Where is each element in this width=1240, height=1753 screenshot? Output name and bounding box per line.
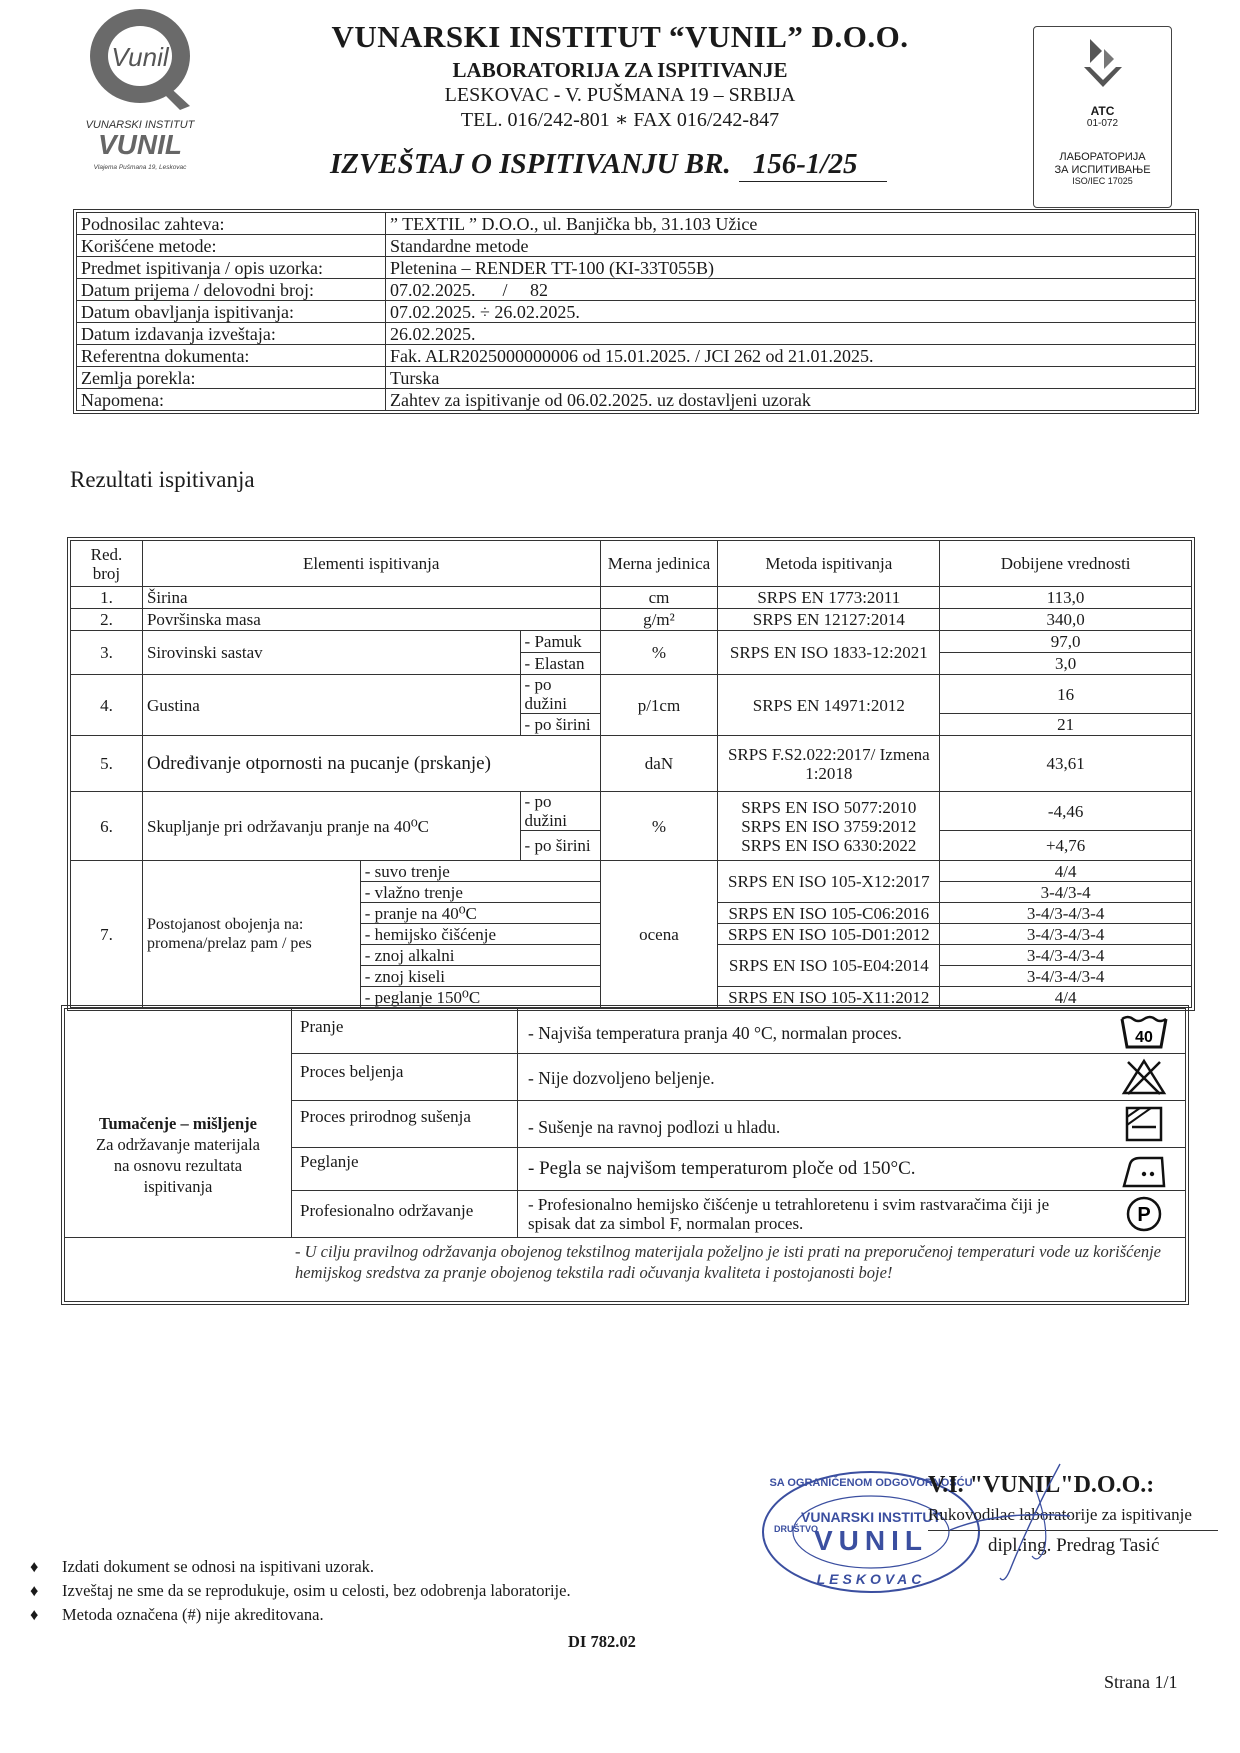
info-key: Zemlja porekla: xyxy=(77,367,386,389)
row-unit: cm xyxy=(600,587,718,609)
table-row xyxy=(77,323,1196,345)
row-element: Određivanje otpornosti na pucanje (prskanje) xyxy=(142,736,600,792)
row-unit: % xyxy=(600,792,718,861)
row-element: Širina xyxy=(142,587,600,609)
info-key: Referentna dokumenta: xyxy=(77,345,386,367)
row-method: SRPS EN ISO 1833-12:2021 xyxy=(718,631,940,675)
table-header-row xyxy=(71,541,1192,587)
atc-lab-text: ЛАБОРАТОРИЈА ЗА ИСПИТИВАЊЕ xyxy=(1054,151,1151,176)
row-method: SRPS EN ISO 105-D01:2012 xyxy=(718,924,940,945)
wash-40-icon xyxy=(1118,1013,1170,1051)
info-value: 07.02.2025. / 82 xyxy=(386,279,1196,301)
signature-role: Rukovodilac laboratorije za ispitivanje xyxy=(928,1505,1192,1524)
table-row xyxy=(77,367,1196,389)
row-no: 5. xyxy=(71,736,143,792)
info-value: 07.02.2025. ÷ 26.02.2025. xyxy=(386,301,1196,323)
info-value: Turska xyxy=(386,367,1196,389)
row-sub: - suvo trenje xyxy=(360,861,600,882)
row-method: SRPS EN ISO 105-C06:2016 xyxy=(718,903,940,924)
info-value: Standardne metode xyxy=(386,235,1196,257)
document-id: DI 782.02 xyxy=(568,1632,636,1651)
row-method: SRPS EN ISO 105-X12:2017 xyxy=(718,861,940,903)
atc-logo-icon xyxy=(1078,35,1128,97)
care-label: Pranje xyxy=(292,1009,518,1053)
care-value: - Pegla se najvišom temperaturom ploče od 150°C. xyxy=(528,1158,916,1179)
svg-text:40: 40 xyxy=(1135,1029,1153,1046)
info-key: Datum prijema / delovodni broj: xyxy=(77,279,386,301)
footer-note-item: ♦ Izdati dokument se odnosi na ispitivani uzorak. xyxy=(30,1557,375,1576)
row-value: 3,0 xyxy=(940,653,1192,675)
info-value: ” TEXTIL ” D.O.O., ul. Banjička bb, 31.103 Užice xyxy=(386,213,1196,235)
report-title-label: IZVEŠTAJ O ISPITIVANJU BR. xyxy=(330,148,731,180)
care-label: Peglanje xyxy=(292,1148,518,1190)
care-value: - Profesionalno hemijsko čišćenje u tetrahloretenu i svim rastvaračima čiji je spisak dat za simbol F, normalan proces. xyxy=(528,1195,1050,1233)
svg-text:Vunil: Vunil xyxy=(111,42,169,72)
interpretation-title: Tumačenje – mišljenje xyxy=(99,1114,257,1133)
row-no: 6. xyxy=(71,792,143,861)
row-unit: % xyxy=(600,631,718,675)
row-element: Površinska masa xyxy=(142,609,600,631)
row-sub: - Pamuk xyxy=(520,631,600,653)
row-sub: - pranje na 40⁰C xyxy=(360,903,600,924)
row-unit: ocena xyxy=(600,861,718,1008)
svg-text:Vlajema Pušmana 19, Leskovac: Vlajema Pušmana 19, Leskovac xyxy=(93,164,187,171)
signature-name: dipl.ing. Predrag Tasić xyxy=(928,1530,1218,1561)
info-key: Korišćene metode: xyxy=(77,235,386,257)
table-row xyxy=(71,631,1192,653)
interpretation-title-cell xyxy=(65,1009,292,1237)
atc-label: ATC xyxy=(1090,104,1115,118)
row-no: 2. xyxy=(71,609,143,631)
care-row-drying xyxy=(292,1101,1185,1148)
results-heading: Rezultati ispitivanja xyxy=(70,467,255,492)
row-value: +4,76 xyxy=(940,831,1192,861)
info-key: Datum obavljanja ispitivanja: xyxy=(77,301,386,323)
row-value: 3-4/3-4/3-4 xyxy=(940,945,1192,966)
care-value: - Najviša temperatura pranja 40 °C, normalan proces. xyxy=(528,1023,902,1043)
info-key: Datum izdavanja izveštaja: xyxy=(77,323,386,345)
footer-notes xyxy=(30,1555,571,1627)
row-value: 113,0 xyxy=(940,587,1192,609)
care-label: Proces beljenja xyxy=(292,1054,518,1100)
care-note: - U cilju pravilnog održavanja obojenog tekstilnog materijala poželjno je isti prati na preporučenoj temperaturi vode uz korišćenje hemijskog sredstva za pranje obojenog tekstila radi očuvanja kvaliteta i postojanosti boje! xyxy=(295,1242,1161,1282)
col-header-no: Red. broj xyxy=(71,541,143,587)
col-header-unit: Merna jedinica xyxy=(600,541,718,587)
laboratory-name: LABORATORIJA ZA ISPITIVANJE xyxy=(452,57,788,82)
table-row xyxy=(77,389,1196,411)
signature-organization: V.I. "VUNIL"D.O.O.: xyxy=(928,1472,1155,1498)
row-element: Postojanost obojenja na: promena/prelaz pam / pes xyxy=(142,861,360,1008)
svg-text:VUNIL: VUNIL xyxy=(814,1525,928,1556)
col-header-element: Elementi ispitivanja xyxy=(142,541,600,587)
table-row xyxy=(77,345,1196,367)
interpretation-subtitle: na osnovu rezultata xyxy=(113,1156,243,1175)
svg-text:DRUŠTVO: DRUŠTVO xyxy=(774,1524,819,1534)
table-row xyxy=(71,609,1192,631)
row-method: SRPS EN ISO 5077:2010 SRPS EN ISO 3759:2012 SRPS EN ISO 6330:2022 xyxy=(718,792,940,861)
row-value: 43,61 xyxy=(940,736,1192,792)
row-no: 7. xyxy=(71,861,143,1008)
no-bleach-icon xyxy=(1118,1058,1170,1096)
row-sub: - po širini xyxy=(520,714,600,736)
care-label: Proces prirodnog sušenja xyxy=(292,1101,518,1147)
table-row xyxy=(71,861,1192,882)
row-no: 3. xyxy=(71,631,143,675)
row-sub: - po dužini xyxy=(520,792,600,831)
table-row xyxy=(71,736,1192,792)
row-value: 16 xyxy=(940,675,1192,714)
row-sub: - po dužini xyxy=(520,675,600,714)
atc-code: 01-072 xyxy=(1086,118,1119,129)
svg-text:LESKOVAC: LESKOVAC xyxy=(816,1571,926,1587)
row-value: 3-4/3-4/3-4 xyxy=(940,966,1192,987)
row-value: 97,0 xyxy=(940,631,1192,653)
info-value: Pletenina – RENDER TT-100 (KI-33T055B) xyxy=(386,257,1196,279)
institute-address: LESKOVAC - V. PUŠMANA 19 – SRBIJA xyxy=(444,84,796,106)
row-method: SRPS F.S2.022:2017/ Izmena 1:2018 xyxy=(718,736,940,792)
svg-text:P: P xyxy=(1137,1204,1151,1226)
row-value: 3-4/3-4 xyxy=(940,882,1192,903)
row-value: 3-4/3-4/3-4 xyxy=(940,924,1192,945)
iron-two-dots-icon xyxy=(1118,1152,1170,1190)
vunil-logo xyxy=(70,6,210,176)
col-header-method: Metoda ispitivanja xyxy=(718,541,940,587)
request-info-table xyxy=(76,212,1196,411)
institute-header xyxy=(330,18,910,133)
svg-text:VUNIL: VUNIL xyxy=(98,129,182,160)
care-row-bleaching xyxy=(292,1054,1185,1101)
row-method: SRPS EN 14971:2012 xyxy=(718,675,940,736)
institute-name: VUNARSKI INSTITUT “VUNIL” D.O.O. xyxy=(331,19,909,54)
row-sub: - Elastan xyxy=(520,653,600,675)
interpretation-subtitle: ispitivanja xyxy=(143,1177,213,1196)
row-element: Gustina xyxy=(142,675,520,736)
footer-note-item: ♦ Izveštaj ne sme da se reprodukuje, osim u celosti, bez odobrenja laboratorije. xyxy=(30,1581,571,1600)
table-row xyxy=(77,257,1196,279)
info-key: Napomena: xyxy=(77,389,386,411)
results-table xyxy=(70,540,1192,1008)
svg-text:VUNARSKI INSTITUT: VUNARSKI INSTITUT xyxy=(801,1509,941,1525)
care-label: Profesionalno održavanje xyxy=(292,1191,518,1237)
row-value: 4/4 xyxy=(940,987,1192,1008)
row-unit: daN xyxy=(600,736,718,792)
info-value: Zahtev za ispitivanje od 06.02.2025. uz dostavljeni uzorak xyxy=(386,389,1196,411)
row-unit: p/1cm xyxy=(600,675,718,736)
footer-note-item: ♦ Metoda označena (#) nije akreditovana. xyxy=(30,1605,324,1624)
accreditation-badge xyxy=(1033,26,1172,208)
table-row xyxy=(77,279,1196,301)
svg-text:VUNARSKI INSTITUT: VUNARSKI INSTITUT xyxy=(85,119,195,131)
handwritten-signature xyxy=(940,1460,1100,1590)
row-value: 21 xyxy=(940,714,1192,736)
info-value: 26.02.2025. xyxy=(386,323,1196,345)
table-row xyxy=(77,213,1196,235)
row-sub: - hemijsko čišćenje xyxy=(360,924,600,945)
row-element: Sirovinski sastav xyxy=(142,631,520,675)
info-key: Predmet ispitivanja / opis uzorka: xyxy=(77,257,386,279)
row-unit: g/m² xyxy=(600,609,718,631)
row-sub: - znoj alkalni xyxy=(360,945,600,966)
interpretation-subtitle: Za održavanje materijala xyxy=(96,1135,260,1154)
report-title xyxy=(330,148,887,182)
care-row-professional xyxy=(292,1191,1185,1237)
col-header-value: Dobijene vrednosti xyxy=(940,541,1192,587)
care-value: - Nije dozvoljeno beljenje. xyxy=(528,1068,715,1088)
table-row xyxy=(71,792,1192,831)
care-row-washing xyxy=(292,1009,1185,1054)
interpretation-section xyxy=(64,1008,1186,1302)
row-sub: - vlažno trenje xyxy=(360,882,600,903)
svg-text:SA OGRANIČENOM ODGOVORNOŠĆU: SA OGRANIČENOM ODGOVORNOŠĆU xyxy=(769,1477,973,1489)
table-row xyxy=(77,235,1196,257)
flat-dry-shade-icon xyxy=(1118,1105,1170,1143)
care-value: - Sušenje na ravnoj podlozi u hladu. xyxy=(528,1117,781,1137)
row-value: -4,46 xyxy=(940,792,1192,831)
table-row xyxy=(71,675,1192,714)
professional-cleaning-p-icon xyxy=(1118,1195,1170,1233)
row-no: 4. xyxy=(71,675,143,736)
row-method: SRPS EN 12127:2014 xyxy=(718,609,940,631)
row-value: 340,0 xyxy=(940,609,1192,631)
info-key: Podnosilac zahteva: xyxy=(77,213,386,235)
row-value: 4/4 xyxy=(940,861,1192,882)
care-row-ironing xyxy=(292,1148,1185,1191)
info-value: Fak. ALR2025000000006 od 15.01.2025. / JCI 262 od 21.01.2025. xyxy=(386,345,1196,367)
row-sub: - znoj kiseli xyxy=(360,966,600,987)
row-method: SRPS EN 1773:2011 xyxy=(718,587,940,609)
report-number: 156-1/25 xyxy=(739,148,888,182)
institute-phone-fax: TEL. 016/242-801 ∗ FAX 016/242-847 xyxy=(460,109,780,131)
table-row xyxy=(77,301,1196,323)
atc-standard: ISO/IEC 17025 xyxy=(1072,176,1133,187)
row-sub: - po širini xyxy=(520,831,600,861)
row-method: SRPS EN ISO 105-E04:2014 xyxy=(718,945,940,987)
row-element: Skupljanje pri održavanju pranje na 40⁰C xyxy=(142,792,520,861)
page-number: Strana 1/1 xyxy=(1104,1672,1178,1692)
table-row xyxy=(71,587,1192,609)
row-value: 3-4/3-4/3-4 xyxy=(940,903,1192,924)
row-no: 1. xyxy=(71,587,143,609)
row-sub: - peglanje 150⁰C xyxy=(360,987,600,1008)
row-method: SRPS EN ISO 105-X11:2012 xyxy=(718,987,940,1008)
